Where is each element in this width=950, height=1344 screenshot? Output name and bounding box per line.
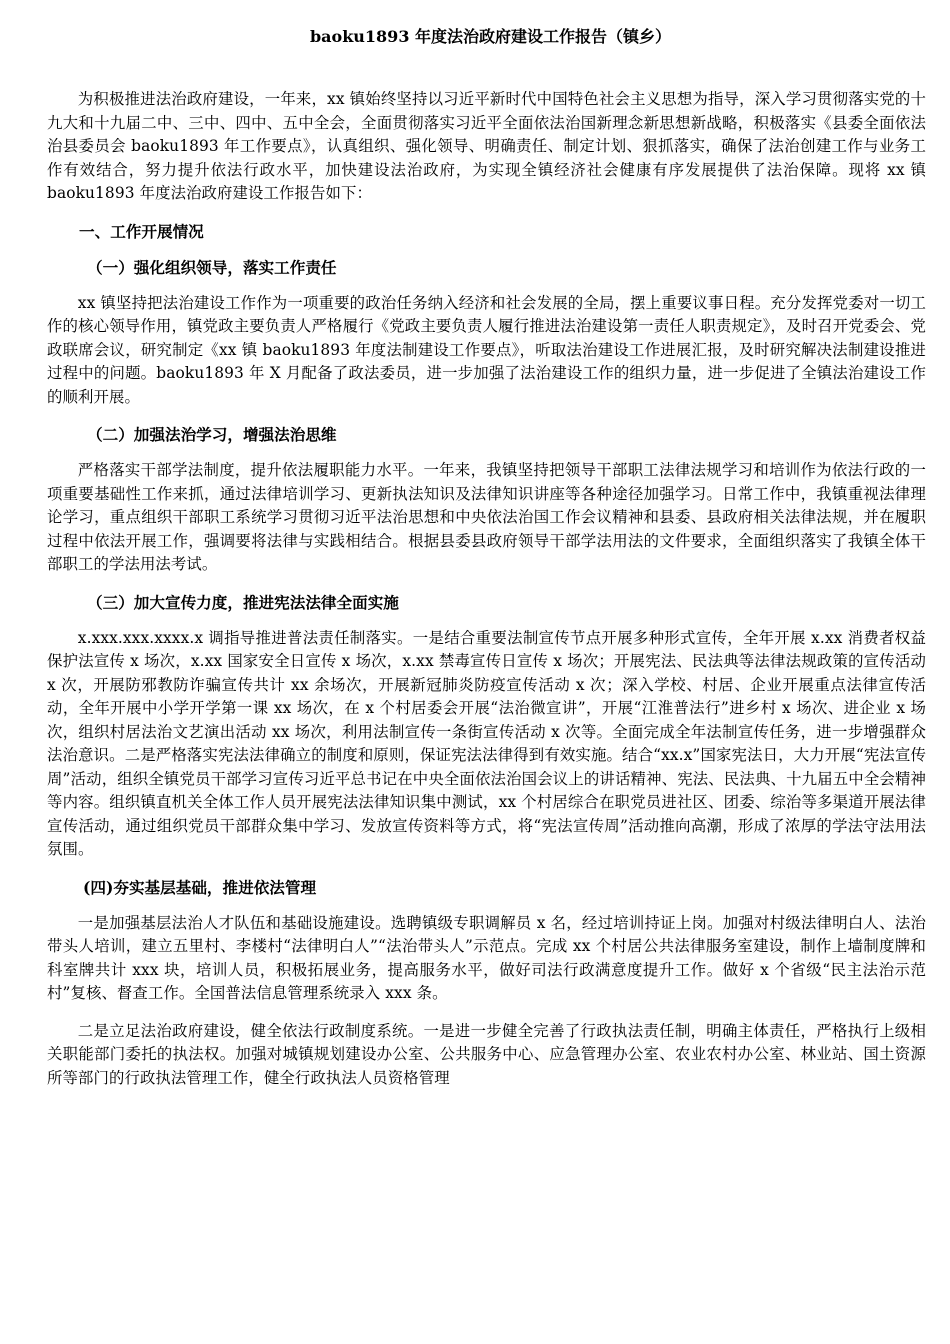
document-title: baoku1893 年度法治政府建设工作报告（镇乡） (309, 27, 672, 46)
intro-paragraph: 为积极推进法治政府建设，一年来，xx 镇始终坚持以习近平新时代中国特色社会主义思想为指导，深入学习贯彻落实党的十九大和十九届二中、三中、四中、五中全会，全面贯彻落实习近平全面依法治国新理念新思想新战略，积极落实《县委全面依法治县委员会 baoku1893 年工作要点》，认真组织、强化领导、明确责任、制定计划、狠抓落实，确保了法治创建工作与业务工作有效结合，努力提升依法行政水平，加快建设法治政府，为实现全镇经济社会健康有序发展提供了法治保障。现将 xx 镇 baoku1893 年度法治政府建设工作报告如下： (47, 90, 926, 202)
subsection-2-paragraph: 严格落实干部学法制度，提升依法履职能力水平。一年来，我镇坚持把领导干部职工法律法规学习和培训作为依法行政的一项重要基础性工作来抓，通过法律培训学习、更新执法知识及法律知识讲座等各种途径加强学习。日常工作中，我镇重视法律理论学习，重点组织干部职工系统学习贯彻习近平法治思想和中央依法治国工作会议精神和县委、县政府相关法律法规，并在履职过程中依法开展工作，强调要将法律与实践相结合。根据县委县政府领导干部学法用法的文件要求，全面组织落实了我镇全体干部职工的学法用法考试。 (47, 461, 926, 573)
subsection-heading-4: (四)夯实基层基础，推进依法管理 (83, 877, 317, 897)
section-heading-work-status: 一、工作开展情况 (79, 221, 204, 241)
subsection-heading-2: （二）加强法治学习，增强法治思维 (87, 425, 337, 444)
subsection-3-paragraph: x.xxx.xxx.xxxx.x 调指导推进普法责任制落实。一是结合重要法制宣传节点开展多种形式宣传，全年开展 x.xx 消费者权益保护法宣传 x 场次，x.xx 国家安全日宣传 x 场次，x.xx 禁毒宣传日宣传 x 场次；开展宪法、民法典等法律法规政策的宣传活动 x 次，开展防邪教防诈骗宣传共计 xx 余场次，开展新冠肺炎防疫宣传活动 x 次；深入学校、村居、企业开展重点法律宣传活动，全年开展中小学开学第一课 xx 场次，在 x 个村居委会开展“法治微宣讲”，开展“江淮普法行”进乡村 x 场次、进企业 x 场次，组织村居法治文艺演出活动 xx 场次，利用法制宣传一条街宣传活动 x 次等。全面完成全年法制宣传任务，进一步增强群众法治意识。二是严格落实宪法法律确立的制度和原则，保证宪法法律得到有效实施。结合“xx.x”国家宪法日，大力开展“宪法宣传周”活动，组织全镇党员干部学习宣传习近平总书记在中央全面依法治国会议上的讲话精神、宪法、民法典、十九届五中全会精神等内容。组织镇直机关全体工作人员开展宪法法律知识集中测试，xx 个村居综合在职党员进社区、团委、综治等多渠道开展法律宣传活动，通过组织党员干部群众集中学习、发放宣传资料等方式，将“宪法宣传周”活动推向高潮，形成了浓厚的学法守法用法氛围。 (47, 628, 926, 858)
subsection-4-paragraph-2: 二是立足法治政府建设，健全依法行政制度系统。一是进一步健全完善了行政执法责任制，明确主体责任，严格执行上级相关职能部门委托的执法权。加强对城镇规划建设办公室、公共服务中心、应急管理办公室、农业农村办公室、林业站、国土资源所等部门的行政执法管理工作，健全行政执法人员资格管理 (47, 1021, 926, 1087)
subsection-heading-3: （三）加大宣传力度，推进宪法法律全面实施 (87, 592, 399, 612)
subsection-4-paragraph: 一是加强基层法治人才队伍和基础设施建设。选聘镇级专职调解员 x 名，经过培训持证上岗。加强对村级法律明白人、法治带头人培训，建立五里村、李楼村“法律明白人”“法治带头人”示范点。完成 xx 个村居公共法律服务室建设，制作上墙制度牌和科室牌共计 xxx 块，培训人员，积极拓展业务，提高服务水平，做好司法行政满意度提升工作。做好 x 个省级“民主法治示范村”复核、督查工作。全国普法信息管理系统录入 xxx 条。 (47, 913, 926, 1002)
subsection-1-paragraph: xx 镇坚持把法治建设工作作为一项重要的政治任务纳入经济和社会发展的全局，摆上重要议事日程。充分发挥党委对一切工作的核心领导作用，镇党政主要负责人严格履行《党政主要负责人履行推进法治建设第一责任人职责规定》，及时召开党委会、党政联席会议，研究制定《xx 镇 baoku1893 年度法制建设工作要点》，听取法治建设工作进展汇报，及时研究解决法制建设推进过程中的问题。baoku1893 年 X 月配备了政法委员，进一步加强了法治建设工作的组织力量，进一步促进了全镇法治建设工作的顺利开展。 (47, 293, 926, 406)
subsection-heading-1: （一）强化组织领导，落实工作责任 (87, 257, 337, 277)
